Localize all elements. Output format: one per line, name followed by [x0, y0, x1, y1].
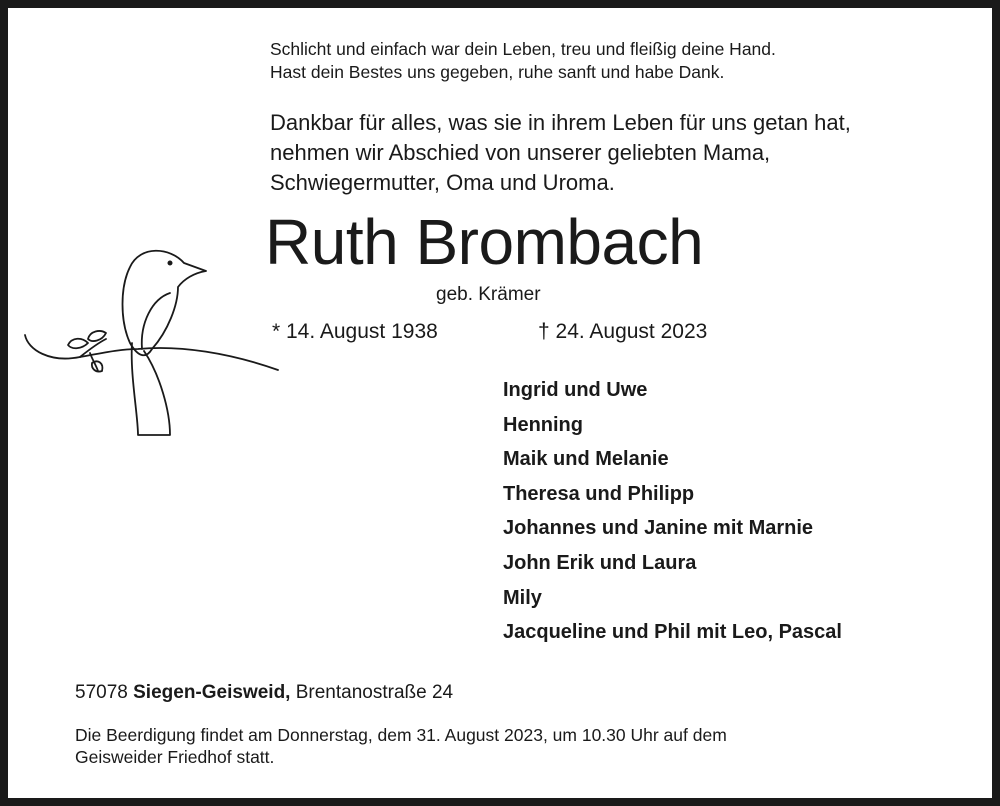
funeral-line-1: Die Beerdigung findet am Donnerstag, dem 31. August 2023, um 10.30 Uhr auf dem: [75, 725, 727, 745]
address-line: [75, 682, 453, 704]
family-member: Johannes und Janine mit Marnie: [503, 517, 814, 540]
verse-line-2: Hast dein Bestes uns gegeben, ruhe sanft und habe Dank.: [270, 62, 725, 82]
intro-line-1: Dankbar für alles, was sie in ihrem Leben für uns getan hat,: [270, 110, 851, 135]
birth-date: * 14. August 1938: [272, 320, 438, 343]
family-member: Theresa und Philipp: [503, 482, 695, 505]
verse: [270, 38, 776, 84]
family-member: Maik und Melanie: [503, 448, 669, 471]
verse-line-1: Schlicht und einfach war dein Leben, treu und fleißig deine Hand.: [270, 39, 776, 59]
family-member: Henning: [503, 413, 583, 436]
address-zip: 57078: [75, 682, 128, 703]
family-member: John Erik und Laura: [503, 551, 697, 574]
family-member: Mily: [503, 586, 542, 609]
intro-text: [270, 108, 851, 198]
bird-on-branch-icon: [20, 225, 290, 445]
intro-line-3: Schwiegermutter, Oma und Uroma.: [270, 170, 615, 195]
address-street: Brentanostraße 24: [295, 682, 454, 703]
family-member: Jacqueline und Phil mit Leo, Pascal: [503, 621, 842, 644]
family-members-list: [503, 375, 842, 652]
funeral-line-2: Geisweider Friedhof statt.: [75, 747, 275, 767]
maiden-name: geb. Krämer: [436, 284, 541, 305]
deceased-name: Ruth Brombach: [265, 206, 704, 278]
family-member: Ingrid und Uwe: [503, 379, 648, 401]
funeral-notice: [75, 724, 727, 768]
address-city: Siegen-Geisweid,: [133, 682, 291, 703]
death-date: † 24. August 2023: [538, 320, 708, 343]
intro-line-2: nehmen wir Abschied von unserer geliebten Mama,: [270, 140, 771, 165]
